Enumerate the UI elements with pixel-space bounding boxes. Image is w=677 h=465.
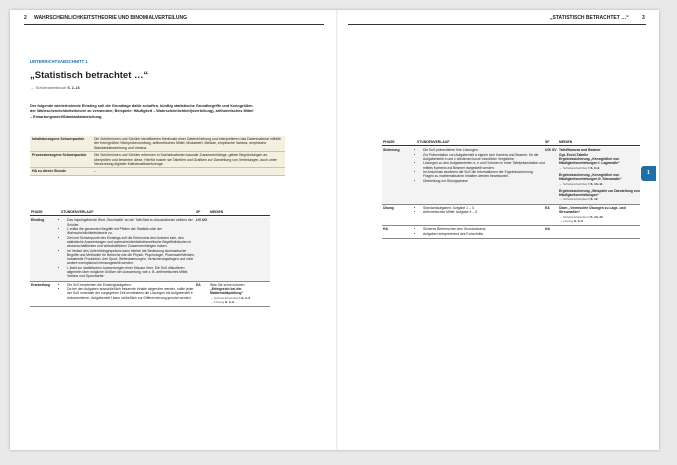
media-reference[interactable] — [559, 166, 640, 170]
reference-page: S. 5–6 — [574, 218, 583, 223]
plan-media — [559, 206, 640, 223]
competency-table — [30, 136, 285, 176]
reference-book: Lösung — [213, 300, 225, 305]
step-item: • Da bei den Aufgaben ausschließlich bekannte Inhalte abgerufen werden, sollte jeder der SuS innerhalb der vorgegeben Zeit mindestens die Lösungen bis Aufgabenteil e dokumentieren. Aufgabenteil f kann schließlich zur Differenzierung genutzt werden. — [67, 287, 196, 300]
intro-text: Der folgende wiederholende Einstieg soll die Grundlage dafür schaffen, künftig statistische Grundbegriffe und Kenngrößen der Wahrscheinlichkeitstheorie zu verwenden; Beispiele: Häufigkeit – Wahrscheinlichkeit(sverteilung), arithmetisches Mittel – Erwartungswert/Standardabweichung. — [30, 104, 254, 119]
reference-book: Schülerarbeitsbuch — [213, 295, 241, 300]
plan-media — [210, 283, 270, 304]
arrow-icon: → — [559, 218, 563, 223]
info-value: Die Schülerinnen und Schüler identifizieren Merkmale einer Datenerhebung und interpretieren das Datenmaterial mithilfe der Kenngrößen Stichprobenumfang, arithmetisches Mittel, Modalwert, Median, empirische Varianz, empirische Standardabweichung und Varianz. — [94, 137, 281, 150]
plan-social-form: HA — [545, 227, 550, 232]
step-item: • Ziel und Schwerpunkt des Einstiegs soll die Erkenntnis des Nutzens sein, den statistische Auswertungen und wahrscheinlichkeitstheoretische Begriffsfindunlen in wissenschaftlichem und wirtschaftlichen Zusammenhängen haben. — [67, 236, 196, 249]
step-list — [61, 283, 196, 300]
info-key: Inhaltsbezogene Schwerpunkte — [32, 137, 85, 141]
media-reference[interactable] — [210, 300, 270, 304]
plan-column-header: PHASE — [31, 210, 43, 214]
section-label: UNTERRICHTSABSCHNITT 1 — [30, 59, 88, 64]
plan-column-header: SF — [545, 140, 550, 144]
reference-book: Schülerarbeitsbuch — [562, 214, 590, 219]
arrow-icon: → — [559, 214, 563, 219]
plan-row — [30, 217, 270, 281]
arrow-icon: → — [559, 181, 563, 186]
info-value: Die Schülerinnen und Schüler erkennen in Sachsituationen kausale Zusammenhänge, geben Begründungen an, überprüfen und bewerten diese. Hierfür nutzen sie Tabellen und Grafiken zur Darstellung von Verteilungen, auch unter Verwendung digitaler Mathematikwerkzeuge. — [94, 153, 277, 167]
plan-social-form: LV/ UG — [196, 218, 208, 223]
plan-column-header: SF — [196, 210, 201, 214]
reference-page: S. 13–16 — [590, 214, 603, 219]
reference-page: S. 10–11 — [590, 181, 603, 186]
step-item: • Standardaufgaben: Aufgabe 1 – 3 — [423, 206, 545, 210]
plan-steps — [417, 206, 545, 223]
step-item: • Sicheres Beherrschen des Grundwissens; — [423, 227, 545, 231]
plan-steps — [417, 148, 545, 201]
step-item: • Überleitung zur Übungsphase — [423, 179, 545, 183]
arrow-icon: → — [210, 300, 214, 305]
info-row — [30, 136, 285, 152]
reference-book: Schülerarbeitsbuch — [35, 86, 67, 90]
info-key: HA zu dieser Stunde — [32, 169, 66, 174]
plan-social-form: EA — [545, 205, 550, 210]
media-item: Ergebnissicherung „Beispiele zur Darstellung von Häufigkeitsverteilungen“ — [559, 188, 640, 198]
info-key: Prozessbezogene Schwerpunkte — [32, 153, 87, 158]
media-reference[interactable] — [559, 197, 640, 201]
right-page-number: 3 — [642, 15, 645, 21]
media-reference[interactable] — [559, 219, 640, 223]
plan-header-row — [382, 140, 640, 146]
plan-header-row — [30, 210, 270, 216]
plan-column-header: MEDIEN — [559, 140, 573, 144]
info-value: – — [94, 169, 96, 174]
plan-phase: Sicherung — [383, 148, 400, 153]
left-page-number: 2 — [24, 15, 27, 21]
reference-page: S. 6–9 — [590, 165, 600, 170]
plan-column-header: PHASE — [383, 140, 395, 144]
right-running-title: „STATISTISCH BETRACHTET …“ — [550, 15, 629, 21]
plan-row — [382, 226, 640, 239]
media-item: Was Sie schon können — [210, 282, 245, 287]
plan-row — [382, 147, 640, 204]
reference-book: Schülerarbeitsbuch — [562, 181, 590, 186]
chapter-tab[interactable]: 1 — [641, 166, 656, 181]
step-item: • Das impulsgebende Wort „Stochastik“ an der Tafel lädt zu Assoziationen seitens der Schüler. — [67, 218, 196, 227]
arrow-icon: → — [210, 295, 214, 300]
plan-column-header: STUNDENVERLAUF — [417, 140, 450, 144]
step-item: • Die SuS bearbeiten die Einstiegsaufgaben. — [67, 283, 196, 287]
media-item: Ergebnissicherung „Kenngrößen von Häufigkeitsverteilungen I: Lagemaße“ — [559, 157, 620, 166]
step-item: • Lösungen zu den Aufgabenteilen d, e und f können in einer Tafelpräsentation und mittels Kamera und Beamer dargestellt werden. — [423, 161, 545, 170]
plan-phase: HA — [383, 227, 388, 232]
media-item: Ergebnissicherung „Kenngrößen von Häufigkeitsverteilungen II: Streumaße“ — [559, 172, 622, 182]
arrow-icon: → — [559, 165, 563, 170]
plan-media — [210, 218, 270, 278]
step-item: • Im Anschluss studieren die SuS die Informationen der Ergebnissicherung. Fragen zu mathematischen Inhalten werden beantwortet. — [423, 170, 545, 179]
step-item: • L erläut die genannten Begriffe mit Pfeilen der Statistik oder der Wahrscheinlichkeitstheorie zu. — [67, 227, 196, 236]
step-list — [61, 218, 196, 278]
plan-social-form: EA — [196, 282, 201, 287]
reference-page: S. 2–16 — [67, 86, 80, 90]
reference-book: Schülerarbeitsbuch — [562, 165, 590, 170]
media-item: GgL Excel-Tabelle — [559, 152, 589, 157]
right-lesson-plan — [382, 140, 640, 239]
step-list — [417, 227, 545, 236]
plan-media — [559, 148, 640, 201]
reference-page: S. 2–5 — [241, 295, 251, 300]
left-header-rule — [24, 24, 324, 25]
plan-row — [382, 205, 640, 226]
reference-book: Lösung — [562, 218, 574, 223]
left-running-title: WAHRSCHEINLICHKEITSTHEORIE UND BINOMIALVERTEILUNG — [34, 15, 187, 21]
info-row — [30, 152, 285, 168]
plan-column-header: STUNDENVERLAUF — [61, 210, 94, 214]
arrow-icon: → — [30, 86, 34, 90]
plan-steps — [61, 283, 196, 304]
step-item: • L listet zur statistischen Auswertungen einer Klausur über. Die SuS diskutieren allgemein über mögliche Größen der Auswertung, wie z. B. arithmetisches Mittel, Varianz und Spannweite. — [67, 266, 196, 279]
step-list — [417, 206, 545, 215]
media-item: Tafel/Kamera und Beamer — [559, 148, 601, 153]
reference-book: Schülerarbeitsbuch — [562, 197, 590, 202]
step-item: • Zur Präsentation von Aufgabenteil a eignen sich Kamera und Beamer, für die Aufgabenteile b und c wiederum kurze mündliche Vergleiche. — [423, 153, 545, 162]
book-gutter — [336, 10, 338, 450]
media-item: Üben „Vermischte Übungen zu Lage- und Streumaßen“ — [559, 205, 626, 215]
book-spread — [10, 10, 659, 450]
step-item: • Arithmetisches Mittel: Aufgabe 4 – 5 — [423, 210, 545, 214]
plan-row — [30, 282, 270, 308]
plan-steps — [61, 218, 196, 278]
plan-media — [559, 227, 640, 236]
title-reference — [30, 86, 80, 90]
step-list — [417, 148, 545, 182]
arrow-icon: → — [559, 197, 563, 202]
info-row — [30, 168, 285, 175]
plan-phase: Erarbeitung — [31, 282, 51, 287]
left-lesson-plan — [30, 210, 270, 307]
plan-phase: Übung — [383, 205, 394, 210]
reference-page: S. 4–9 — [225, 300, 234, 305]
step-item: • Im Verlauf des Unterrichtsgesprächs kann hierbei die Bedeutung stochastischer Begriffe und Methoden für Bereiche wie die Physik, Psychologie, Pharmazie/Medizin, Industrielle Produktion, den Sport, Wetterwarnungen, Versicherungsfragen und viele andere exemplarisch herausgestellt werden. — [67, 249, 196, 266]
plan-steps — [417, 227, 545, 236]
step-item: • Aufgaben entsprechend des Fortschritts — [423, 232, 545, 236]
media-item: „Erfolgreich bei der Mathematikprüfung“ — [210, 287, 244, 296]
plan-social-form: UG/ SV — [545, 148, 557, 153]
right-header-rule — [348, 24, 646, 25]
media-reference[interactable] — [559, 182, 640, 186]
reference-page: S. 12 — [590, 197, 598, 202]
plan-phase: Einstieg — [31, 218, 45, 223]
page-title: „Statistisch betrachtet …“ — [30, 70, 149, 81]
step-item: • Die SuS präsentieren ihre Lösungen. — [423, 148, 545, 152]
plan-column-header: MEDIEN — [210, 210, 224, 214]
